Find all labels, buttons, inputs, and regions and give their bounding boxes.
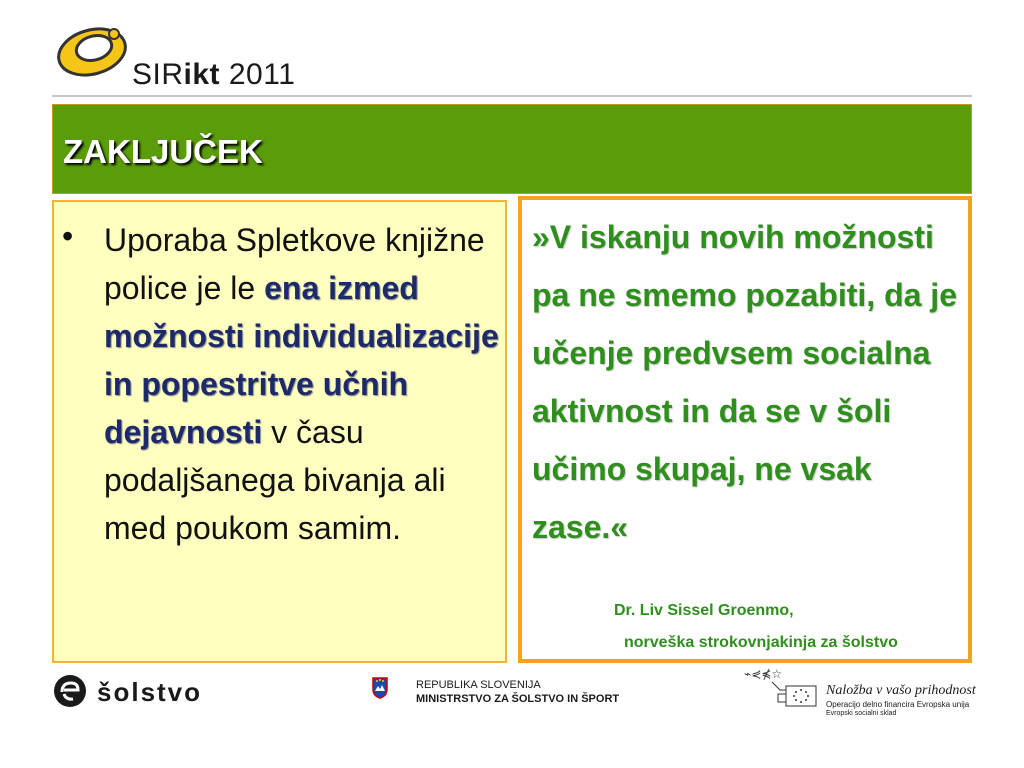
esolstvo-logo-text: šolstvo xyxy=(97,677,203,707)
quote-box xyxy=(518,196,972,663)
eu-fund-name: Evropski socialni sklad xyxy=(826,710,897,717)
ministry-line-1: REPUBLIKA SLOVENIJA xyxy=(416,679,541,691)
bullet-paragraph xyxy=(104,216,499,552)
eu-social-fund-icon xyxy=(742,664,832,719)
highlighted-phrase: ena izmed možnosti individualizacije in popestritve učnih dejavnosti xyxy=(104,270,499,450)
esolstvo-logo-icon xyxy=(52,673,88,709)
slovenia-crest-icon xyxy=(372,677,388,699)
header-divider xyxy=(52,95,972,97)
paragraph-text-end: v času podaljšanega bivanja ali med poukom samim. xyxy=(104,414,446,546)
slide-title: ZAKLJUČEK xyxy=(63,133,263,170)
left-text-box xyxy=(52,200,507,663)
eu-slogan: Naložba v vašo prihodnost xyxy=(826,683,976,698)
svg-text:⌁⋞⋠☆: ⌁⋞⋠☆ xyxy=(744,667,783,681)
paragraph-text-start: Uporaba Spletkove knjižne police je le xyxy=(104,222,485,306)
quote-author-role: norveška strokovnjakinja za šolstvo xyxy=(624,634,898,651)
siriket-ring-icon xyxy=(53,22,130,82)
title-bar xyxy=(52,104,972,194)
quote-text: »V iskanju novih možnosti pa ne smemo pozabiti, da je učenje predvsem socialna aktivnost in da se v šoli učimo skupaj, ne vsak zase.« xyxy=(532,219,957,545)
ministry-line-2: MINISTRSTVO ZA ŠOLSTVO IN ŠPORT xyxy=(416,693,620,705)
quote-author: Dr. Liv Sissel Groenmo, xyxy=(614,602,794,619)
eu-funding-note: Operacijo delno financira Evropska unija xyxy=(826,700,970,709)
bullet-marker: • xyxy=(62,218,74,254)
event-logo-text: SIRikt 2011 xyxy=(132,58,296,91)
